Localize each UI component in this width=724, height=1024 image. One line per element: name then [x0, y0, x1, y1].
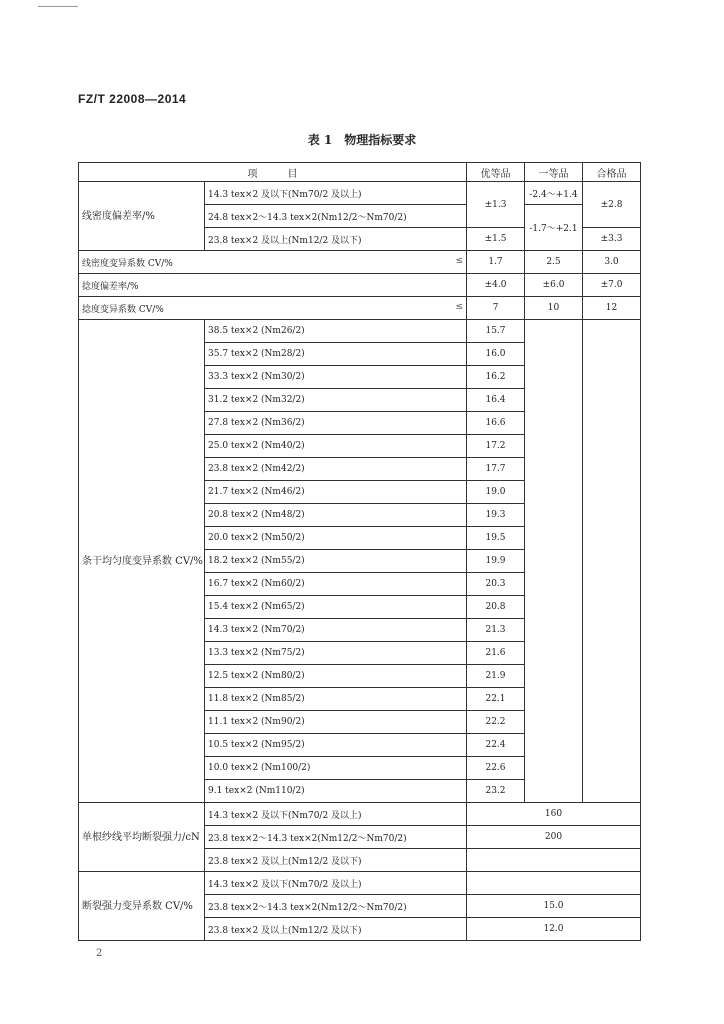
spec-cell: 27.8 tex×2 (Nm36/2): [205, 412, 467, 435]
row-label-text: 线密度变异系数 CV/%: [82, 258, 173, 269]
value-cell: 21.9: [467, 665, 525, 688]
value-cell: 1.7: [467, 251, 525, 274]
spec-cell: 9.1 tex×2 (Nm110/2): [205, 780, 467, 803]
value-cell: ±3.3: [583, 228, 641, 251]
value-cell: 21.3: [467, 619, 525, 642]
value-cell: ±7.0: [583, 274, 641, 297]
spec-cell: 14.3 tex×2 (Nm70/2): [205, 619, 467, 642]
le-symbol: ≤: [455, 255, 463, 266]
table-header-row: [79, 163, 641, 182]
value-cell: 19.0: [467, 481, 525, 504]
strength-label: 单根纱线平均断裂强力/cN: [79, 803, 205, 872]
spec-cell: 20.8 tex×2 (Nm48/2): [205, 504, 467, 527]
value-cell: 2.5: [525, 251, 583, 274]
value-cell: 16.6: [467, 412, 525, 435]
value-cell: 19.9: [467, 550, 525, 573]
table-row: [79, 320, 641, 343]
spec-cell: 18.2 tex×2 (Nm55/2): [205, 550, 467, 573]
value-cell: ±2.8: [583, 182, 641, 228]
le-symbol: ≤: [455, 301, 463, 312]
spec-cell: 21.7 tex×2 (Nm46/2): [205, 481, 467, 504]
spec-cell: 10.5 tex×2 (Nm95/2): [205, 734, 467, 757]
table-row: [79, 803, 641, 826]
spec-cell: 12.5 tex×2 (Nm80/2): [205, 665, 467, 688]
spec-cell: 23.8 tex×2～14.3 tex×2(Nm12/2～Nm70/2): [205, 826, 467, 849]
spec-cell: 23.8 tex×2 及以上(Nm12/2 及以下): [205, 918, 467, 941]
table-title: 表 1 物理指标要求: [307, 133, 417, 147]
value-cell: 17.7: [467, 458, 525, 481]
value-cell: 21.6: [467, 642, 525, 665]
value-cell: 20.3: [467, 573, 525, 596]
value-cell: ±6.0: [525, 274, 583, 297]
spec-cell: 14.3 tex×2 及以下(Nm70/2 及以上): [205, 182, 467, 205]
evenness-label: 条干均匀度变异系数 CV/%: [79, 320, 205, 803]
spec-cell: 11.8 tex×2 (Nm85/2): [205, 688, 467, 711]
value-cell: 22.4: [467, 734, 525, 757]
value-cell: 17.2: [467, 435, 525, 458]
value-cell: -1.7～+2.1: [525, 205, 583, 251]
physical-indicators-table: [78, 162, 641, 941]
value-cell-empty: [583, 320, 641, 803]
header-qualified: 合格品: [583, 163, 641, 182]
value-cell: 15.0: [467, 895, 641, 918]
value-cell: -2.4～+1.4: [525, 182, 583, 205]
table-row: [79, 274, 641, 297]
spec-cell: 15.4 tex×2 (Nm65/2): [205, 596, 467, 619]
value-cell: ±1.5: [467, 228, 525, 251]
value-cell-empty: [525, 320, 583, 803]
page-number: 2: [96, 948, 103, 959]
row-label: [79, 251, 467, 274]
value-cell: 16.2: [467, 366, 525, 389]
value-cell: 19.5: [467, 527, 525, 550]
header-premium: 优等品: [467, 163, 525, 182]
value-cell: 7: [467, 297, 525, 320]
evenness-section: [79, 320, 641, 803]
header-first-grade: 一等品: [525, 163, 583, 182]
value-cell: 15.7: [467, 320, 525, 343]
table-row: [79, 182, 641, 205]
value-cell: 22.2: [467, 711, 525, 734]
standard-number: FZ/T 22008—2014: [78, 92, 187, 106]
linear-density-label: 线密度偏差率/%: [79, 182, 205, 251]
spec-cell: 11.1 tex×2 (Nm90/2): [205, 711, 467, 734]
row-label: [79, 297, 467, 320]
spec-cell: 14.3 tex×2 及以下(Nm70/2 及以上): [205, 872, 467, 895]
value-cell: 3.0: [583, 251, 641, 274]
spec-cell: 16.7 tex×2 (Nm60/2): [205, 573, 467, 596]
spec-cell: 35.7 tex×2 (Nm28/2): [205, 343, 467, 366]
value-cell: 23.2: [467, 780, 525, 803]
strength-cv-label: 断裂强力变异系数 CV/%: [79, 872, 205, 941]
value-cell: 12: [583, 297, 641, 320]
spec-cell: 25.0 tex×2 (Nm40/2): [205, 435, 467, 458]
spec-cell: 23.8 tex×2 (Nm42/2): [205, 458, 467, 481]
value-cell: 19.3: [467, 504, 525, 527]
spec-cell: 23.8 tex×2 及以上(Nm12/2 及以下): [205, 849, 467, 872]
table-row: [79, 872, 641, 895]
spec-cell: 33.3 tex×2 (Nm30/2): [205, 366, 467, 389]
value-cell: 200: [467, 826, 641, 849]
value-cell: 12.0: [467, 918, 641, 941]
table-row: [79, 251, 641, 274]
spec-cell: 24.8 tex×2～14.3 tex×2(Nm12/2～Nm70/2): [205, 205, 467, 228]
table-row: [79, 297, 641, 320]
spec-cell: 31.2 tex×2 (Nm32/2): [205, 389, 467, 412]
value-cell: 16.4: [467, 389, 525, 412]
value-cell: 22.1: [467, 688, 525, 711]
value-cell: ±4.0: [467, 274, 525, 297]
value-cell: 22.6: [467, 757, 525, 780]
value-cell: [467, 849, 641, 872]
spec-cell: 23.8 tex×2～14.3 tex×2(Nm12/2～Nm70/2): [205, 895, 467, 918]
row-label-text: 捻度变异系数 CV/%: [82, 304, 164, 315]
scan-artifact-line: [38, 6, 78, 7]
value-cell: 10: [525, 297, 583, 320]
spec-cell: 14.3 tex×2 及以下(Nm70/2 及以上): [205, 803, 467, 826]
spec-cell: 13.3 tex×2 (Nm75/2): [205, 642, 467, 665]
row-label: 捻度偏差率/%: [79, 274, 467, 297]
value-cell: 16.0: [467, 343, 525, 366]
spec-cell: 23.8 tex×2 及以上(Nm12/2 及以下): [205, 228, 467, 251]
spec-cell: 10.0 tex×2 (Nm100/2): [205, 757, 467, 780]
value-cell: ±1.3: [467, 182, 525, 228]
spec-cell: 20.0 tex×2 (Nm50/2): [205, 527, 467, 550]
header-item: 项 目: [79, 163, 467, 182]
strength-section: [79, 803, 641, 941]
value-cell: 20.8: [467, 596, 525, 619]
value-cell: 160: [467, 803, 641, 826]
spec-cell: 38.5 tex×2 (Nm26/2): [205, 320, 467, 343]
value-cell: [467, 872, 641, 895]
